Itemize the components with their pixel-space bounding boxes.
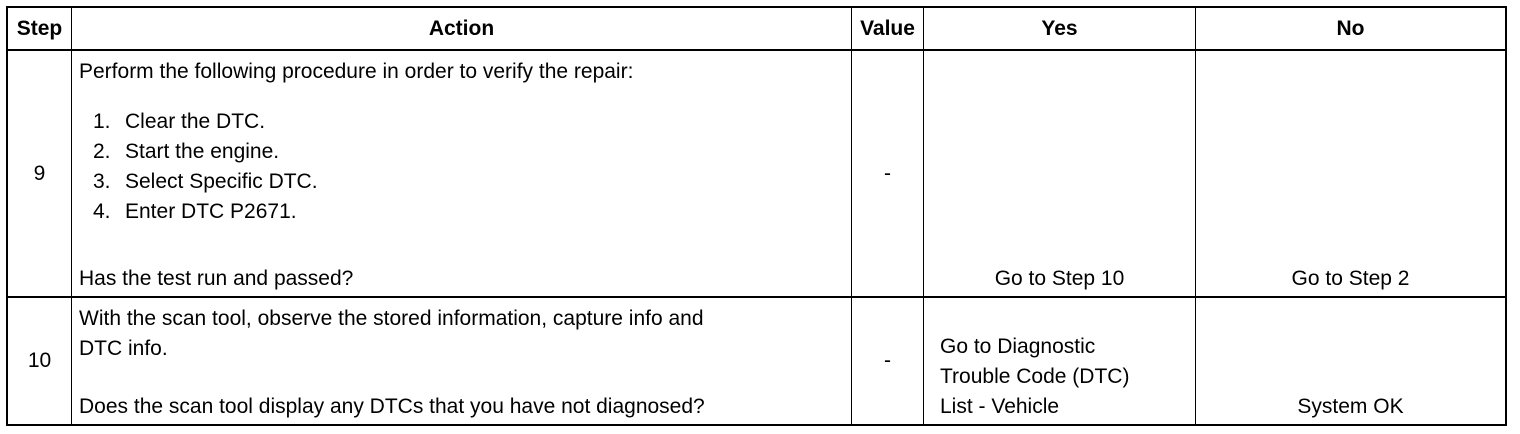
procedure-step: 2. Start the engine. <box>93 140 280 163</box>
value-cell: - <box>852 298 924 424</box>
action-text-line: With the scan tool, observe the stored information, capture info and <box>79 307 704 330</box>
procedure-step: 3. Select Specific DTC. <box>93 170 318 193</box>
yes-text-line: Trouble Code (DTC) <box>940 365 1130 388</box>
yes-cell <box>924 298 1196 424</box>
yes-link: Go to Step 10 <box>994 267 1125 290</box>
action-cell <box>72 51 852 296</box>
procedure-step: 1. Clear the DTC. <box>93 110 266 133</box>
no-cell <box>1196 298 1505 424</box>
no-link: Go to Step 2 <box>1291 267 1410 290</box>
table-row-step-10 <box>8 298 1505 424</box>
action-intro: Perform the following procedure in order to verify the repair: <box>79 60 634 83</box>
header-value: Value <box>852 8 924 49</box>
step-number: 10 <box>8 298 72 424</box>
table-row-step-9 <box>8 51 1505 298</box>
action-cell <box>72 298 852 424</box>
procedure-steps <box>79 107 845 227</box>
yes-cell <box>924 51 1196 296</box>
diagnostic-table <box>6 6 1507 426</box>
action-text-line: DTC info. <box>79 337 168 360</box>
no-result: System OK <box>1297 395 1404 418</box>
header-action: Action <box>72 8 852 49</box>
table-header-row <box>8 8 1505 51</box>
yes-text-line: Go to Diagnostic <box>940 335 1096 358</box>
value-cell: - <box>852 51 924 296</box>
yes-text-line: List - Vehicle <box>940 395 1060 418</box>
header-step: Step <box>8 8 72 49</box>
procedure-step: 4. Enter DTC P2671. <box>93 200 297 223</box>
header-yes: Yes <box>924 8 1196 49</box>
yes-link <box>940 332 1129 422</box>
header-no: No <box>1336 16 1365 40</box>
no-cell <box>1196 51 1505 296</box>
action-question: Has the test run and passed? <box>79 267 354 290</box>
step-number: 9 <box>8 51 72 296</box>
action-question: Does the scan tool display any DTCs that you have not diagnosed? <box>79 395 705 418</box>
